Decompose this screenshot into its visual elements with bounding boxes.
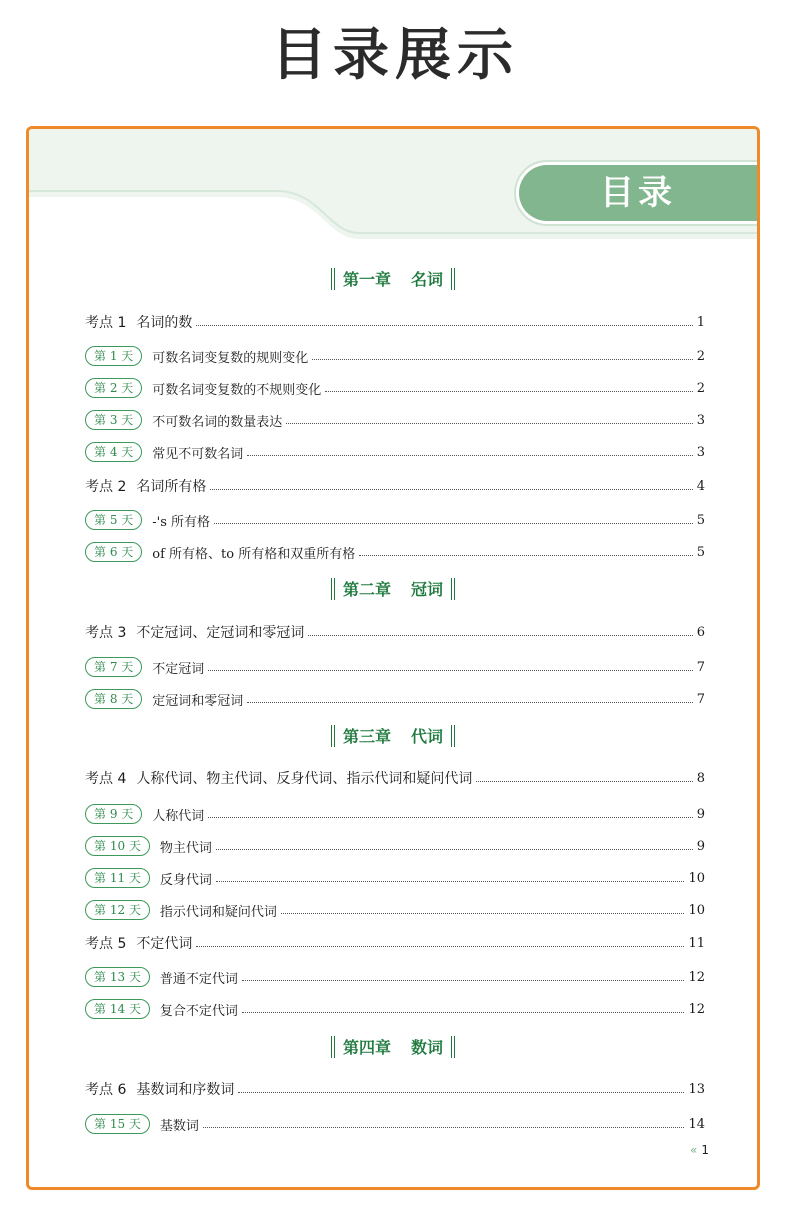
entry-page-number: 10 (688, 870, 705, 886)
toc-day-entry[interactable] (85, 409, 705, 431)
chapter-label: 第一章 (342, 270, 391, 289)
header-band (29, 129, 757, 249)
chapter-name: 名词 (411, 270, 444, 289)
entry-page-number: 9 (696, 838, 705, 854)
entry-page-number: 5 (696, 512, 705, 528)
dotted-leader (216, 881, 685, 882)
toc-kaodian-entry[interactable] (85, 932, 705, 954)
entry-page-number: 6 (696, 624, 705, 640)
dotted-leader (242, 1012, 685, 1013)
dotted-leader (216, 849, 693, 850)
toc-day-entry[interactable] (85, 509, 705, 531)
kaodian-label: 考点 4 (85, 771, 127, 787)
toc-kaodian-entry[interactable] (85, 311, 705, 333)
day-badge: 第 5 天 (85, 510, 142, 530)
dotted-leader (308, 635, 692, 636)
entry-title: 常见不可数名词 (152, 446, 244, 462)
toc-kaodian-entry[interactable] (85, 1078, 705, 1100)
day-badge: 第 13 天 (85, 967, 150, 987)
double-chevron-left-icon: « (690, 1143, 698, 1157)
chapter-label: 第三章 (342, 727, 391, 746)
kaodian-label: 考点 5 (85, 936, 127, 952)
toc-title-tab (519, 165, 757, 221)
entry-title: 可数名词变复数的不规则变化 (152, 382, 322, 398)
chapter-name: 冠词 (411, 580, 444, 599)
entry-page-number: 13 (688, 1081, 705, 1097)
chapter-heading (29, 577, 757, 603)
entry-title: 复合不定代词 (159, 1003, 238, 1019)
dotted-leader (312, 359, 692, 360)
toc-day-entry[interactable] (85, 835, 705, 857)
entry-page-number: 12 (688, 969, 705, 985)
entry-title: 不可数名词的数量表达 (152, 414, 283, 430)
day-badge: 第 6 天 (85, 542, 142, 562)
entry-title: 名词所有格 (136, 479, 207, 495)
toc-day-entry[interactable] (85, 998, 705, 1020)
dotted-leader (208, 817, 692, 818)
dotted-leader (247, 455, 692, 456)
entry-title: 定冠词和零冠词 (152, 693, 244, 709)
toc-title: 目录 (600, 173, 676, 213)
entry-page-number: 11 (688, 935, 705, 951)
day-badge: 第 10 天 (85, 836, 150, 856)
day-badge: 第 15 天 (85, 1114, 150, 1134)
day-badge: 第 1 天 (85, 346, 142, 366)
dotted-leader (210, 489, 692, 490)
toc-day-entry[interactable] (85, 899, 705, 921)
entry-page-number: 7 (696, 659, 705, 675)
entry-page-number: 7 (696, 691, 705, 707)
dotted-leader (214, 523, 693, 524)
dotted-leader (208, 670, 692, 671)
chapter-heading (29, 1035, 757, 1061)
day-badge: 第 11 天 (85, 868, 150, 888)
dotted-leader (247, 702, 692, 703)
toc-day-entry[interactable] (85, 803, 705, 825)
entry-title: -'s 所有格 (152, 514, 211, 530)
day-badge: 第 3 天 (85, 410, 142, 430)
entry-title: 不定代词 (136, 936, 193, 952)
toc-day-entry[interactable] (85, 1113, 705, 1135)
toc-kaodian-entry[interactable] (85, 475, 705, 497)
entry-title: 基数词和序数词 (136, 1082, 235, 1098)
day-badge: 第 7 天 (85, 657, 142, 677)
entry-page-number: 12 (688, 1001, 705, 1017)
entry-page-number: 5 (696, 544, 705, 560)
entry-title: 反身代词 (159, 872, 212, 888)
entry-page-number: 8 (696, 770, 705, 786)
entry-title: 人称代词、物主代词、反身代词、指示代词和疑问代词 (136, 771, 473, 787)
entry-title: of 所有格、to 所有格和双重所有格 (152, 546, 356, 562)
dotted-leader (286, 423, 692, 424)
day-badge: 第 4 天 (85, 442, 142, 462)
toc-kaodian-entry[interactable] (85, 621, 705, 643)
entry-page-number: 1 (696, 314, 705, 330)
chapter-name: 代词 (411, 727, 444, 746)
entry-title: 不定冠词、定冠词和零冠词 (136, 625, 305, 641)
kaodian-label: 考点 1 (85, 315, 127, 331)
dotted-leader (281, 913, 685, 914)
chapter-name: 数词 (411, 1038, 444, 1057)
dotted-leader (359, 555, 692, 556)
toc-day-entry[interactable] (85, 656, 705, 678)
entry-title: 人称代词 (152, 808, 205, 824)
page-number: 1 (701, 1143, 709, 1157)
kaodian-label: 考点 2 (85, 479, 127, 495)
entry-page-number: 2 (696, 348, 705, 364)
chapter-heading (29, 724, 757, 750)
entry-title: 物主代词 (159, 840, 212, 856)
dotted-leader (203, 1127, 685, 1128)
entry-title: 指示代词和疑问代词 (159, 904, 277, 920)
day-badge: 第 14 天 (85, 999, 150, 1019)
toc-day-entry[interactable] (85, 441, 705, 463)
toc-kaodian-entry[interactable] (85, 767, 705, 789)
entry-title: 名词的数 (136, 315, 193, 331)
chapter-heading (29, 267, 757, 293)
toc-day-entry[interactable] (85, 966, 705, 988)
day-badge: 第 2 天 (85, 378, 142, 398)
page-footer (690, 1143, 709, 1157)
entry-title: 可数名词变复数的规则变化 (152, 350, 309, 366)
chapter-label: 第四章 (342, 1038, 391, 1057)
kaodian-label: 考点 6 (85, 1082, 127, 1098)
entry-page-number: 2 (696, 380, 705, 396)
dotted-leader (238, 1092, 684, 1093)
dotted-leader (196, 325, 692, 326)
entry-page-number: 4 (696, 478, 705, 494)
toc-day-entry[interactable] (85, 688, 705, 710)
day-badge: 第 8 天 (85, 689, 142, 709)
dotted-leader (242, 980, 685, 981)
entry-page-number: 9 (696, 806, 705, 822)
day-badge: 第 9 天 (85, 804, 142, 824)
entry-page-number: 10 (688, 902, 705, 918)
entry-title: 普通不定代词 (159, 971, 238, 987)
entry-title: 基数词 (159, 1118, 199, 1134)
chapter-label: 第二章 (342, 580, 391, 599)
toc-day-entry[interactable] (85, 867, 705, 889)
page-heading: 目录展示 (271, 23, 519, 88)
toc-day-entry[interactable] (85, 345, 705, 367)
entry-title: 不定冠词 (152, 661, 205, 677)
dotted-leader (476, 781, 692, 782)
entry-page-number: 3 (696, 412, 705, 428)
kaodian-label: 考点 3 (85, 625, 127, 641)
entry-page-number: 14 (688, 1116, 705, 1132)
toc-day-entry[interactable] (85, 541, 705, 563)
dotted-leader (196, 946, 684, 947)
toc-day-entry[interactable] (85, 377, 705, 399)
day-badge: 第 12 天 (85, 900, 150, 920)
toc-page (26, 126, 760, 1190)
dotted-leader (325, 391, 692, 392)
entry-page-number: 3 (696, 444, 705, 460)
